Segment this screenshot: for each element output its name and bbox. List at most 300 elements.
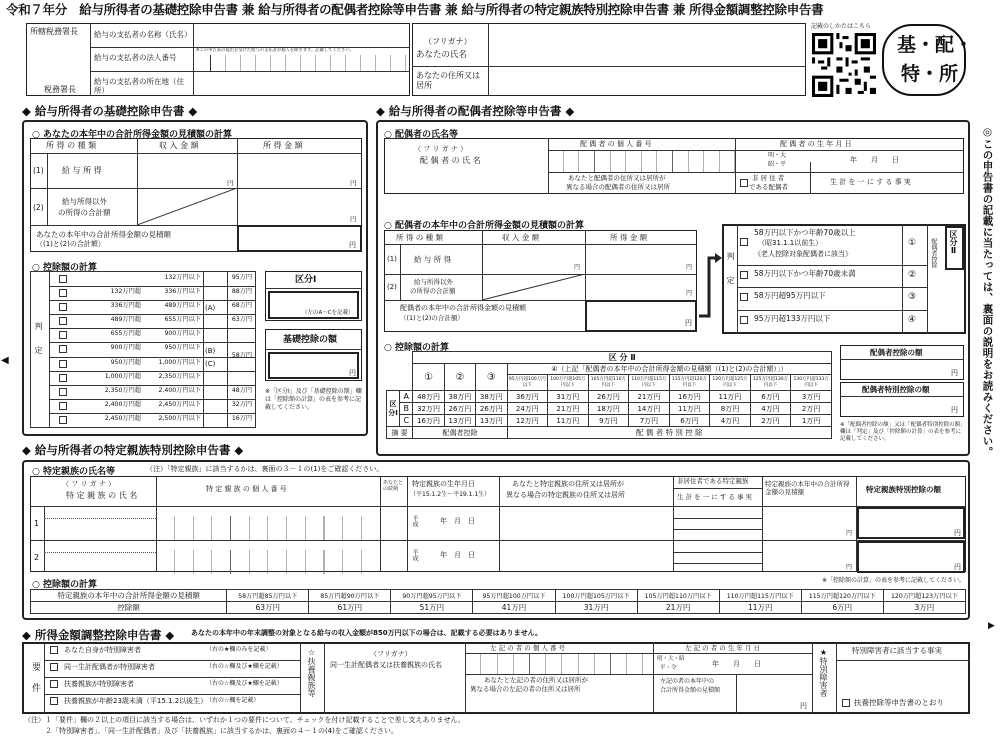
payer-number-note: ※この申告書の提出を受けた給与の支払者が個人を除きます。記載してください。 — [196, 48, 354, 53]
bracket-amount: 88万円 — [231, 288, 253, 296]
deduct-cell: 7万円 — [629, 415, 670, 427]
relative-addr-b: 異なる場合の特定親族の住所又は居所 — [506, 491, 625, 499]
adjust-option-checkbox[interactable] — [50, 663, 58, 671]
spouse-income-subtitle: ○ 配偶者の本年中の合計所得金額の見積額の計算 — [384, 221, 584, 231]
basic-deduct-table — [30, 271, 256, 428]
bracket-checkbox[interactable] — [59, 402, 67, 410]
relative-relation-field[interactable] — [381, 507, 406, 539]
bracket-from: 2,400万円超 — [104, 400, 141, 408]
basic-mark-c: (C) — [205, 360, 216, 368]
basic-footnote: ※「区分Ⅰ」及び「基礎控除の額」欄は「控除額の計算」の表を参考に記載してください。 — [265, 388, 362, 412]
bracket-amount: 63万円 — [231, 316, 253, 324]
deduct-cell: 21万円 — [548, 403, 589, 415]
spouse-nonres-b: である配偶者 — [749, 183, 788, 191]
deduct-summary-a: 配偶者控除 — [413, 427, 507, 439]
relative-income-yen: 円 — [846, 530, 853, 537]
deduct-cell: 6万円 — [669, 415, 710, 427]
spouse-total-label-a: 配偶者の本年中の合計所得金額の見積額 — [400, 304, 526, 312]
deduct-cell: 38万円 — [476, 391, 507, 403]
spouse-judge-side: 配偶者控除 — [930, 238, 937, 268]
basic-row1-label: 給 与 所 得 — [62, 166, 102, 175]
deduct-range-head: 115万円超120万円以下 — [669, 375, 710, 391]
basic-deduct-subtitle: ○ 控除額の計算 — [32, 263, 97, 273]
deduct-cell: 12万円 — [507, 415, 548, 427]
relative-era: 平成 — [411, 515, 418, 527]
bracket-divider — [49, 399, 255, 400]
your-address-label: あなたの住所又は居所 — [416, 71, 480, 91]
deduct-kubun-head: 区 分 Ⅱ — [413, 352, 832, 364]
payer-name-field[interactable] — [194, 24, 409, 47]
deduct-kubun-side: 区分Ⅰ — [387, 391, 400, 427]
relative-amount: 11万円 — [719, 602, 801, 614]
deduct-cell: 3万円 — [791, 391, 832, 403]
bracket-amount: 58万円 — [231, 351, 253, 359]
basic-total-label-a: あなたの本年中の合計所得金額の見積額 — [36, 230, 171, 239]
spouse-birth-label: 配 偶 者 の 生 年 月 日 — [780, 140, 852, 148]
adjust-option-note: （右の☆欄及び★欄を記載） — [206, 680, 283, 687]
relative-number-boxes[interactable] — [156, 516, 380, 540]
relative-name-subtitle: ○ 特定親族の氏名等 — [32, 467, 115, 477]
deduct-head-blank — [387, 352, 413, 364]
spouse-deduct-table — [386, 351, 832, 439]
deduct-cell: 26万円 — [444, 403, 475, 415]
spouse-yen-total: 円 — [685, 319, 692, 327]
spouse-col-type: 所 得 の 種 類 — [396, 233, 444, 242]
adjust-era: 明・大・昭 — [657, 656, 685, 662]
bracket-from: 900万円超 — [110, 344, 141, 352]
adjust-name-field[interactable] — [325, 674, 464, 713]
judge-option-mark: ④ — [908, 315, 917, 325]
basic-amount-yen: 円 — [349, 369, 356, 377]
relative-amount-yen: 円 — [954, 563, 961, 571]
adjust-birth-label: 左 記 の 者 の 生 年 月 日 — [685, 644, 761, 652]
relative-table-amount-label: 控除額 — [31, 602, 227, 614]
basic-income-subtitle: ○ あなたの本年中の合計所得金額の見積額の計算 — [32, 130, 232, 140]
judge-checkbox[interactable] — [740, 271, 748, 279]
relative-amount: 51万円 — [391, 602, 473, 614]
qr-caption: 記載のしかたはこちら — [811, 23, 872, 30]
your-address-field[interactable] — [489, 67, 805, 95]
relative-birth-label: 特定親族の生年月日 — [412, 480, 475, 488]
deduct-cell: A — [400, 391, 413, 403]
relative-table-head: 特定親族の本年中の合計所得金額の見積額 — [31, 590, 227, 602]
spouse-birth-ymd: 年 月 日 — [850, 156, 899, 164]
relative-address-field[interactable] — [500, 507, 672, 539]
basic-row2-label-b: の所得の合計額 — [58, 208, 111, 217]
deduct-cell: 11万円 — [710, 391, 751, 403]
basic-amount-field[interactable] — [268, 352, 359, 379]
relative-birth-ymd: 年 月 日 — [440, 517, 475, 525]
deduct-cell: 13万円 — [444, 415, 475, 427]
adjust-option-divider — [44, 694, 300, 695]
adjust-option-label: あなた自身が特別障害者 — [64, 646, 141, 654]
deduct-cell: 18万円 — [588, 403, 629, 415]
adjust-option-label: 扶養親族が年齢23歳未満（平15.1.2以後生） — [64, 697, 208, 705]
spouse-amount1-yen: 円 — [951, 369, 958, 377]
relative-range: 120万円超123万円以下 — [883, 590, 965, 602]
deduct-circle-head: ① — [413, 364, 444, 391]
basic-total-amount[interactable] — [237, 225, 362, 252]
relative-era: 平成 — [411, 549, 418, 561]
deduct-range-head: 120万円超125万円以下 — [710, 375, 751, 391]
bracket-from: 2,350万円超 — [104, 386, 141, 394]
bracket-to: 489万円以下 — [164, 302, 201, 310]
spouse-col-revenue: 収 入 金 額 — [502, 233, 540, 242]
judge-option-label: 58万円以下かつ年齢70歳以上 — [754, 228, 856, 237]
deduct-cell: 11万円 — [669, 403, 710, 415]
adjust-yen: 円 — [800, 702, 807, 710]
badge-line1: 基・配・ — [897, 34, 974, 56]
relative-amount: 6万円 — [801, 602, 883, 614]
deduct-range-head: 125万円超130万円以下 — [750, 375, 791, 391]
judge-divider — [737, 287, 927, 288]
payer-name-label: 給与の支払者の名称（氏名） — [94, 30, 192, 39]
deduct-cell: 14万円 — [629, 403, 670, 415]
basic-total-label-b: （(1)と(2)の合計額） — [36, 240, 105, 248]
relative-name-note: （注）「特定親族」に該当するかは、裏面の３－１の(1)をご確認ください。 — [146, 465, 384, 473]
left-arrow-icon: ◀ — [1, 355, 9, 366]
bracket-to: 132万円以下 — [164, 274, 201, 281]
judge-checkbox[interactable] — [740, 293, 748, 301]
spouse-amount2-title: 配偶者特別控除の額 — [862, 385, 930, 394]
deduct-cell: 16万円 — [413, 415, 444, 427]
relative-nonres: 非居住者である特定親族 — [677, 477, 749, 485]
deduct-cell: B — [400, 403, 413, 415]
spouse-diagonal — [482, 274, 585, 300]
bracket-divider — [49, 357, 255, 358]
adjust-option-divider — [44, 660, 300, 661]
deduct-range-head: 100万円超105万円以下 — [548, 375, 589, 391]
deduct-summary-b: 配 偶 者 特 別 控 除 — [507, 427, 831, 439]
adjust-option-checkbox[interactable] — [50, 680, 58, 688]
bracket-divider — [49, 286, 255, 287]
judge-divider — [737, 265, 927, 266]
bracket-checkbox[interactable] — [59, 345, 67, 353]
bracket-divider — [49, 328, 255, 329]
relative-deduct-subtitle: ○ 控除額の計算 — [32, 580, 97, 590]
relative-range: 100万円超105万円以下 — [555, 590, 637, 602]
right-arrow-icon: ▶ — [988, 621, 995, 631]
bracket-checkbox[interactable] — [59, 331, 67, 339]
basic-mark-a: (A) — [205, 304, 216, 312]
bracket-from: 1,000万円超 — [104, 372, 141, 380]
judge-divider — [737, 310, 927, 311]
bracket-checkbox[interactable] — [59, 275, 67, 283]
judge-checkbox[interactable] — [740, 316, 748, 324]
bracket-amount: 95万円 — [231, 274, 253, 281]
spouse-yen-1a: 円 — [574, 264, 581, 271]
relative-range: 105万円超110万円以下 — [637, 590, 719, 602]
deduct-cell: 36万円 — [507, 391, 548, 403]
deduct-cell: 26万円 — [588, 391, 629, 403]
deduct-range-head: 105万円超110万円以下 — [588, 375, 629, 391]
basic-kubun-note: （左のA～Cを記載） — [302, 310, 354, 316]
adjust-income-a: 左記の者の本年中の — [660, 678, 715, 685]
spouse-nonres-a: 非 居 住 者 — [752, 174, 785, 182]
deduct-cell: 38万円 — [444, 391, 475, 403]
bracket-from: 950万円超 — [110, 358, 141, 366]
adjust-note-2: ２「特別障害者」、「同一生計配偶者」及び「扶養親族」に該当するかは、裏面の４－１の(4)をご確認ください。 — [24, 727, 398, 735]
adjust-section-title: ◆ 所得金額調整控除申告書 ◆ — [22, 628, 175, 642]
deduct-cell: 31万円 — [548, 391, 589, 403]
spouse-section-title: ◆ 給与所得者の配偶者控除等申告書 ◆ — [376, 104, 575, 118]
judge-option-mark: ② — [908, 270, 917, 280]
spouse-total-label-b: （(1)と(2)の合計額） — [400, 314, 464, 322]
relative-name-label: 特 定 親 族 の 氏 名 — [66, 491, 138, 500]
relative-range: 95万円超100万円以下 — [473, 590, 555, 602]
relative-number-label: 特 定 親 族 の 個 人 番 号 — [206, 485, 287, 493]
adjust-special-head: 特別障害者に該当する事実 — [852, 646, 942, 655]
spouse-amount1-title: 配偶者控除の額 — [870, 348, 923, 357]
adjust-option-checkbox[interactable] — [50, 646, 58, 654]
basic-amount-title: 基礎控除の額 — [283, 335, 338, 345]
spouse-name-label: 配 偶 者 の 氏 名 — [420, 156, 481, 165]
relative-birth-range: （平15.1.2生～平19.1.1生） — [410, 491, 491, 498]
relative-amount-field[interactable] — [857, 507, 965, 539]
relative-name-field[interactable] — [45, 541, 155, 573]
relative-amount-field[interactable] — [857, 541, 965, 573]
adjust-birth-ymd: 年 月 日 — [712, 660, 761, 668]
bracket-from: 489万円超 — [110, 316, 141, 324]
relative-amount: 21万円 — [637, 602, 719, 614]
bracket-divider — [49, 342, 255, 343]
adjust-name-label: 同一生計配偶者又は扶養親族の氏名 — [330, 661, 442, 669]
deduct-cell: C — [400, 415, 413, 427]
adjust-special-check: 扶養控除等申告書のとおり — [854, 698, 944, 707]
bracket-from: 132万円超 — [110, 288, 141, 296]
spouse-number-boxes[interactable] — [548, 151, 735, 172]
spouse-same-living: 生 計 を 一 に す る 事 実 — [830, 178, 911, 186]
judge-checkbox[interactable] — [740, 238, 748, 246]
bracket-col — [227, 272, 228, 427]
bracket-to: 900万円以下 — [164, 330, 201, 338]
judge-option-sub: （昭31.1.1以前生） — [758, 239, 823, 247]
basic-row2-label-a: 給与所得以外 — [62, 197, 107, 206]
relative-address-field[interactable] — [500, 541, 672, 573]
adjust-number-boxes[interactable] — [465, 654, 653, 674]
adjust-furigana: （フリガナ） — [370, 650, 412, 658]
basic-judge-label: 判 定 — [34, 322, 43, 354]
spouse-indiv-number-label: 配 偶 者 の 個 人 番 号 — [580, 140, 652, 148]
bracket-checkbox[interactable] — [59, 388, 67, 396]
spouse-era: 明・大 — [768, 152, 787, 159]
basic-yen-2: 円 — [350, 215, 357, 223]
basic-col-income: 所 得 金 額 — [263, 141, 303, 150]
deduct-cell: 11万円 — [548, 415, 589, 427]
relative-income-label: 特定親族の本年中の合計所得金額の見積額 — [765, 480, 850, 497]
payer-number-boxes[interactable] — [210, 55, 406, 71]
tax-office-label: 所轄税務署長 — [30, 27, 78, 36]
adjust-number-label: 左 記 の 者 の 個 人 番 号 — [490, 644, 566, 652]
basic-yen-1b: 円 — [350, 179, 357, 187]
adjust-addr-a: あなたと左記の者の住所又は居所が — [484, 676, 588, 684]
spouse-row2-label-a: 給与所得以外 — [414, 278, 453, 286]
adjust-option-checkbox[interactable] — [50, 697, 58, 705]
bracket-amount: 32万円 — [231, 400, 253, 408]
relative-amount: 3万円 — [883, 602, 965, 614]
deduct-cell: 16万円 — [669, 391, 710, 403]
bracket-to: 1,000万円以下 — [158, 358, 201, 366]
judge-option-label: 95万円超133万円以下 — [754, 314, 831, 323]
badge-line2: 特・所 — [901, 63, 959, 85]
relative-birth-ymd: 年 月 日 — [440, 551, 475, 559]
bracket-from: 655万円超 — [110, 330, 141, 338]
deduct-cell: 21万円 — [629, 391, 670, 403]
deduct-cell: 2万円 — [750, 415, 791, 427]
deduct-cell: 13万円 — [476, 415, 507, 427]
basic-row1-no: (1) — [33, 166, 44, 175]
spouse-amount2-yen: 円 — [951, 406, 958, 414]
deduct-summary-label: 摘 要 — [387, 427, 413, 439]
relative-deduct-table — [30, 589, 966, 614]
bracket-checkbox[interactable] — [59, 374, 67, 382]
bracket-to: 655万円以下 — [164, 316, 201, 324]
adjust-note-1: （注）１「要件」欄の２以上の項目に該当する場合は、いずれか１つの要件について、チェックを付け記載することで差し支えありません。 — [24, 716, 465, 724]
relative-section-title: ◆ 給与所得者の特定親族特別控除申告書 ◆ — [22, 443, 244, 457]
relative-furigana: （ フ リ ガ ナ ） — [62, 480, 116, 488]
adjust-income-b: 合計所得金額の見積額 — [660, 687, 721, 694]
spouse-addr-label-a: あなたと配偶者の住所又は居所が — [568, 174, 666, 182]
payer-address-field[interactable] — [194, 72, 409, 95]
adjust-special-checkbox[interactable] — [842, 699, 850, 707]
spouse-row2-label-b: の所得の合計額 — [410, 287, 456, 295]
tax-office-suffix: 税務署長 — [44, 85, 76, 94]
bracket-amount: 48万円 — [231, 386, 253, 394]
adjust-special-star: ★特別障害者 — [819, 648, 828, 697]
relative-range: 115万円超120万円以下 — [801, 590, 883, 602]
your-furigana-label: （フリガナ） — [424, 37, 472, 46]
adjust-note: あなたの本年中の年末調整の対象となる給与の収入金額が850万円以下の場合は、記載する必要はありません。 — [191, 629, 543, 637]
spouse-total-amount[interactable] — [585, 300, 697, 332]
relative-amount-yen: 円 — [954, 529, 961, 537]
spouse-addr-label-b: 異なる場合の配偶者の住所又は居所 — [566, 183, 670, 191]
basic-row2-no: (2) — [33, 203, 44, 212]
relative-row-no: 1 — [34, 519, 40, 528]
adjust-option-note: （右の☆欄を記載） — [206, 697, 260, 704]
instruction-side-note: ◎この申告書の記載に当たっては、裏面の説明をお読みください。 — [981, 126, 994, 458]
bracket-checkbox[interactable] — [59, 317, 67, 325]
deduct-range-head: 95万円超100万円以下 — [507, 375, 548, 391]
basic-yen-1a: 円 — [227, 179, 234, 187]
judge-option-note: 《老人控除対象配偶者に該当》 — [754, 250, 852, 258]
bracket-checkbox[interactable] — [59, 416, 67, 424]
relative-nonres-divider — [673, 552, 762, 553]
relative-amount-label: 特定親族特別控除の額 — [866, 485, 941, 494]
bracket-divider — [49, 314, 255, 315]
spouse-footnote: ※「配偶者控除の額」又は「配偶者特別控除の額」欄は「判定」及び「控除額の計算」の表を参考に記載してください。 — [840, 422, 966, 443]
adjust-option-note: （右の☆欄及び★欄を記載） — [206, 663, 283, 670]
deduct-cell: 6万円 — [750, 391, 791, 403]
bracket-checkbox[interactable] — [59, 289, 67, 297]
deduct-cell: 32万円 — [413, 403, 444, 415]
spouse-yen-1b: 円 — [686, 264, 693, 271]
deduct-cell: 48万円 — [413, 391, 444, 403]
deduct-cell: 4万円 — [750, 403, 791, 415]
relative-nonres-divider — [673, 563, 762, 564]
spouse-yen-2: 円 — [686, 290, 693, 297]
spouse-era2: 昭・平 — [768, 161, 787, 168]
bracket-checkbox[interactable] — [59, 303, 67, 311]
bracket-to: 2,400万円以下 — [158, 386, 201, 394]
bracket-divider — [49, 300, 255, 301]
spouse-row2-no: (2) — [387, 283, 397, 291]
basic-mark-b: (B) — [205, 347, 216, 355]
deduct-cell: 9万円 — [588, 415, 629, 427]
deduct-circle-head: ② — [444, 364, 475, 391]
adjust-option-label: 扶養親族が特別障害者 — [64, 680, 134, 688]
form-title: 令和７年分 給与所得者の基礎控除申告書 兼 給与所得者の配偶者控除等申告書 兼 給与所得者の特定親族特別控除申告書 兼 所得金額調整控除申告書 — [6, 2, 824, 17]
spouse-nonres-checkbox[interactable] — [740, 179, 748, 187]
relative-income-yen: 円 — [846, 564, 853, 571]
basic-yen-total: 円 — [349, 241, 356, 249]
your-name-field[interactable] — [489, 24, 805, 66]
deduct-cell: 26万円 — [476, 403, 507, 415]
relative-deduct-note: ※「控除額の計算」の表を参考に記載してください。 — [822, 577, 966, 584]
spouse-row1-no: (1) — [387, 255, 397, 263]
bracket-divider — [49, 371, 255, 372]
spouse-row1-label: 給 与 所 得 — [414, 255, 452, 264]
relative-range: 85万円超90万円以下 — [309, 590, 391, 602]
relative-range: 110万円超115万円以下 — [719, 590, 801, 602]
basic-diagonal — [137, 188, 237, 225]
relative-range: 58万円超85万円以下 — [227, 590, 309, 602]
bracket-from: 2,450万円超 — [104, 414, 141, 422]
judge-option-label: 58万円超95万円以下 — [754, 291, 826, 300]
bracket-to: 950万円以下 — [164, 344, 201, 352]
payer-number-label: 給与の支払者の法人番号 — [94, 53, 177, 62]
deduct-range-head: 110万円超115万円以下 — [629, 375, 670, 391]
bracket-to: 2,500万円以下 — [158, 414, 201, 422]
judge-option-mark: ① — [908, 238, 917, 248]
deduct-cell: 24万円 — [507, 403, 548, 415]
relative-name-field[interactable] — [45, 507, 155, 539]
your-name-label: あなたの氏名 — [416, 50, 468, 60]
deduct-head-blank — [387, 375, 413, 391]
basic-col-revenue: 収 入 金 額 — [159, 141, 199, 150]
deduct-cell: 4万円 — [710, 415, 751, 427]
relative-relation-field[interactable] — [381, 541, 406, 573]
spouse-deduct-subtitle: ○ 控除額の計算 — [384, 343, 449, 353]
judge-divider — [737, 224, 738, 334]
deduct-circle-head: ③ — [476, 364, 507, 391]
relative-amount: 63万円 — [227, 602, 309, 614]
judge-option-mark: ③ — [908, 292, 917, 302]
deduct-cell: 1万円 — [791, 415, 832, 427]
bracket-to: 2,350万円以下 — [158, 372, 201, 380]
spouse-arrow-icon — [697, 250, 723, 320]
spouse-furigana: （ フ リ ガ ナ ） — [414, 145, 468, 153]
basic-col-type: 所 得 の 種 類 — [46, 141, 97, 150]
bracket-col — [203, 272, 204, 427]
payer-address-label: 給与の支払者の所在地（住所） — [94, 77, 184, 95]
deduct-cell: 2万円 — [791, 403, 832, 415]
bracket-from: 336万円超 — [110, 302, 141, 310]
basic-kubun-title: 区分Ⅰ — [295, 275, 317, 285]
spouse-kubun2: 区分Ⅱ — [949, 230, 958, 255]
bracket-divider — [49, 385, 255, 386]
relative-relation-label: あなたとの続柄 — [383, 480, 404, 492]
bracket-amount: 68万円 — [231, 302, 253, 310]
deduct-range-head: 130万円超133万円以下 — [791, 375, 832, 391]
relative-nonres-divider — [673, 529, 762, 530]
relative-same-living: 生 計 を 一 に す る 事 実 — [677, 493, 753, 501]
relative-number-boxes[interactable] — [156, 550, 380, 574]
spouse-col-income: 所 得 金 額 — [610, 233, 648, 242]
relative-amount: 31万円 — [555, 602, 637, 614]
relative-row-no: 2 — [34, 553, 40, 562]
bracket-checkbox[interactable] — [59, 360, 67, 368]
qr-code[interactable] — [812, 33, 876, 97]
